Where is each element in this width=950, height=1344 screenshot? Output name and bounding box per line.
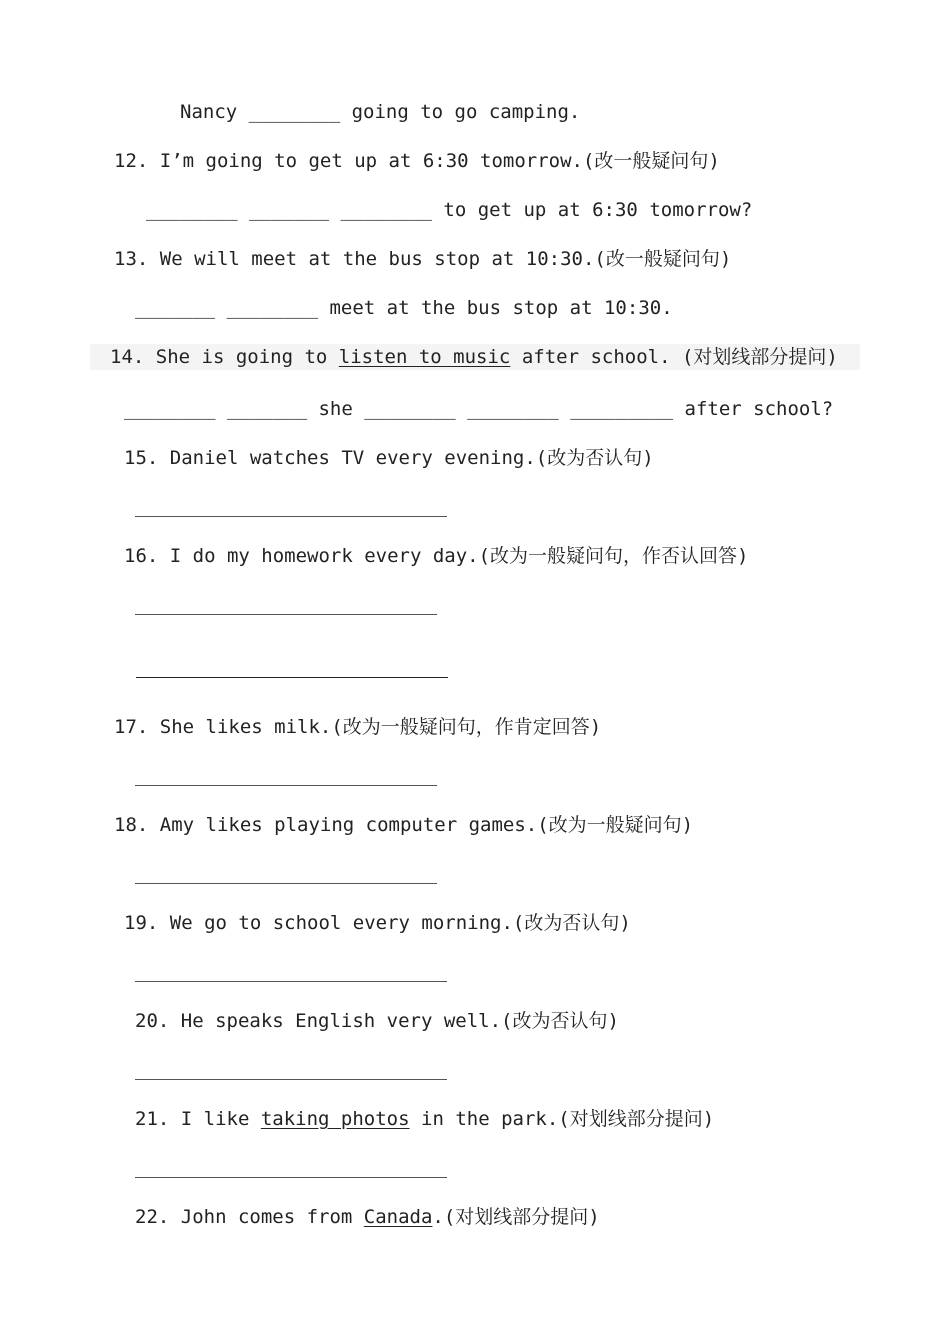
answer-rule-17 bbox=[135, 785, 437, 786]
answer-rule-16a bbox=[135, 614, 437, 615]
question-14-underlined: listen to music bbox=[338, 346, 511, 368]
question-14 bbox=[110, 345, 838, 369]
question-17: 17. She likes milk.(改为一般疑问句，作肯定回答) bbox=[114, 716, 602, 738]
question-18: 18. Amy likes playing computer games.(改为一般疑问句) bbox=[114, 814, 694, 836]
question-14-answer-line: ________ _______ she ________ ________ _________ after school? bbox=[124, 398, 834, 420]
question-13: 13. We will meet at the bus stop at 10:30.(改一般疑问句) bbox=[114, 248, 732, 270]
question-14-text: 14. She is going to bbox=[110, 346, 339, 368]
answer-rule-15 bbox=[135, 516, 447, 517]
answer-rule-19 bbox=[135, 981, 447, 982]
question-16: 16. I do my homework every day.(改为一般疑问句，作否认回答) bbox=[124, 545, 749, 567]
question-22-text: 22. John comes from bbox=[135, 1206, 364, 1228]
question-22-instruction: .(对划线部分提问) bbox=[432, 1206, 600, 1228]
answer-rule-18 bbox=[135, 883, 437, 884]
question-22 bbox=[135, 1205, 600, 1229]
question-13-answer-line: _______ ________ meet at the bus stop at 10:30. bbox=[135, 297, 673, 319]
question-15: 15. Daniel watches TV every evening.(改为否认句) bbox=[124, 447, 654, 469]
question-19: 19. We go to school every morning.(改为否认句) bbox=[124, 912, 631, 934]
answer-rule-16b bbox=[136, 677, 448, 678]
question-14-instruction: after school. (对划线部分提问) bbox=[510, 346, 838, 368]
question-21-instruction: in the park.(对划线部分提问) bbox=[409, 1108, 715, 1130]
question-12-answer-line: ________ _______ ________ to get up at 6:30 tomorrow? bbox=[146, 199, 753, 221]
question-21-text: 21. I like bbox=[135, 1108, 261, 1130]
answer-rule-20 bbox=[135, 1079, 447, 1080]
question-12: 12. I’m going to get up at 6:30 tomorrow.(改一般疑问句) bbox=[114, 150, 720, 172]
question-11-answer-line: Nancy ________ going to go camping. bbox=[180, 101, 581, 123]
question-22-underlined: Canada bbox=[363, 1206, 433, 1228]
question-21-underlined: taking photos bbox=[260, 1108, 410, 1130]
question-20: 20. He speaks English very well.(改为否认句) bbox=[135, 1010, 619, 1032]
answer-rule-21 bbox=[135, 1177, 447, 1178]
question-21 bbox=[135, 1107, 714, 1131]
